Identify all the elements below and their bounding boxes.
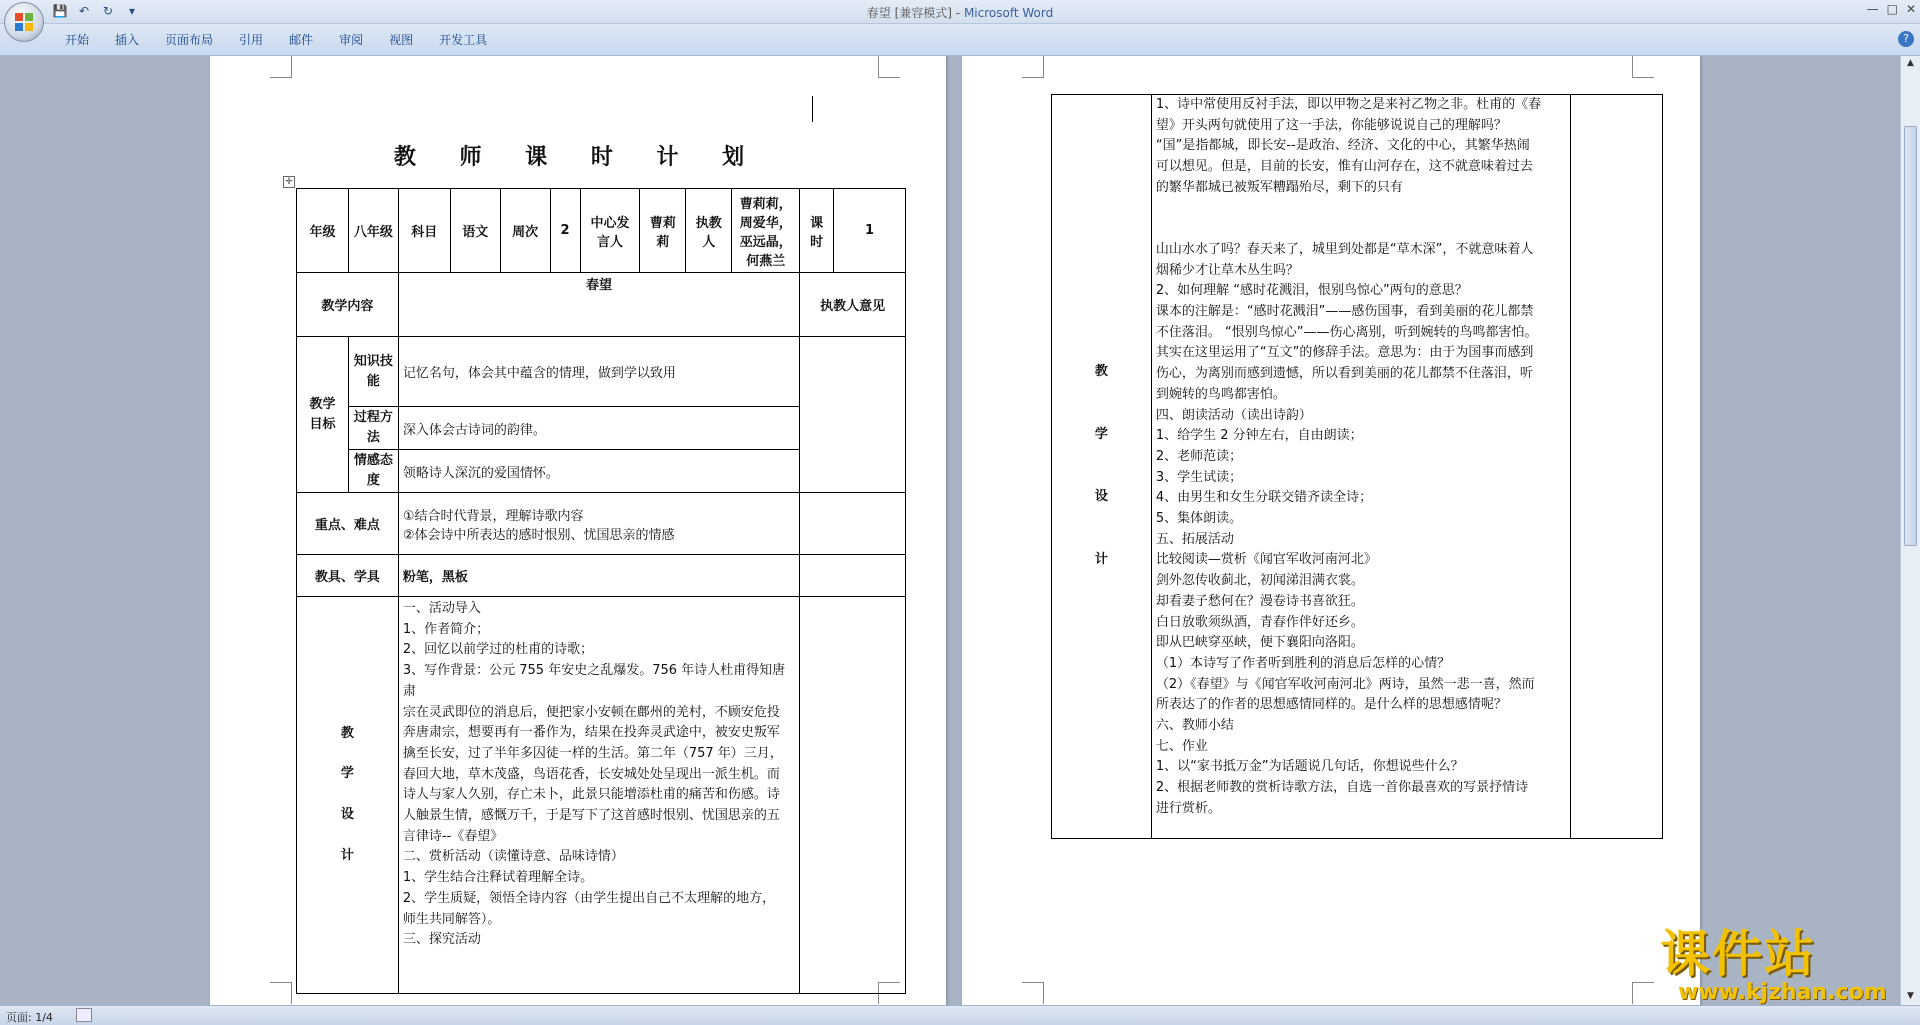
- design-label-char: 设: [340, 807, 354, 823]
- spacer: [301, 826, 394, 846]
- design-line: 进行赏析。: [1155, 800, 1221, 816]
- design-line: 不住落泪。 “恨别鸟惊心”——伤心离别，听到婉转的鸟鸣都害怕。: [1155, 324, 1538, 340]
- goal-label: 过程方法: [348, 407, 398, 450]
- goal-text: 领略诗人深沉的爱国情怀。: [398, 450, 799, 493]
- key-points-row: [297, 493, 906, 555]
- margin-corner-mark: [1022, 982, 1044, 1004]
- design-line: 1、作者简介；: [402, 621, 490, 637]
- speaker-value: 曹莉莉: [640, 189, 686, 273]
- goal-label: 知识技能: [348, 337, 398, 407]
- design-line: 2、根据老师教的赏析诗歌方法，自选一首你最喜欢的写景抒情诗: [1155, 780, 1529, 796]
- design-line: 烟稀少才让草木丛生吗？: [1155, 262, 1299, 278]
- redo-icon[interactable]: ↻: [102, 4, 114, 18]
- title-separator: -: [951, 6, 964, 20]
- design-line: 所表达了的作者的思想感情同样的。是什么样的思想感情呢？: [1155, 697, 1507, 713]
- goal-label: 情感态度: [348, 450, 398, 493]
- vertical-scrollbar[interactable]: [1900, 56, 1920, 1005]
- close-icon[interactable]: ✕: [1905, 2, 1916, 16]
- scroll-up-icon[interactable]: ▲: [1907, 58, 1914, 68]
- design-label-char: 学: [340, 766, 354, 782]
- watermark-url: www.kjzhan.com: [1678, 980, 1887, 1005]
- document-page-1[interactable]: [210, 56, 946, 1006]
- margin-corner-mark: [1632, 982, 1654, 1004]
- spacer: [301, 785, 394, 805]
- design-line: 2、老师范读；: [1155, 448, 1243, 464]
- key-point-line: ②体会诗中所表达的感时恨别、忧国思亲的情感: [402, 527, 675, 543]
- save-icon[interactable]: 💾: [52, 4, 68, 18]
- design-line: 5、集体朗读。: [1155, 511, 1243, 527]
- design-line: 山山水水了吗？春天来了，城里到处都是“草木深”，不就意味着人: [1155, 241, 1534, 257]
- period-value: 1: [834, 189, 906, 273]
- customize-toolbar-icon[interactable]: ▾: [128, 4, 136, 18]
- ribbon: [0, 24, 1920, 56]
- week-value: 2: [550, 189, 580, 273]
- design-line: 1、以“家书抵万金”为话题说几句话，你想说些什么？: [1155, 759, 1464, 775]
- design-line: 言律诗--《春望》: [402, 828, 504, 844]
- window-title: [0, 4, 1920, 21]
- status-bar: [0, 1005, 1920, 1025]
- design-row: [297, 597, 906, 994]
- design-line: 的繁华都城已被叛军糟蹋殆尽，剩下的只有: [1155, 179, 1403, 195]
- scrollbar-thumb[interactable]: [1904, 126, 1917, 546]
- design-line: 七、作业: [1155, 738, 1208, 754]
- margin-corner-mark: [270, 56, 292, 78]
- scroll-down-icon[interactable]: ▼: [1907, 991, 1914, 1001]
- design-opinion-cell: [800, 597, 906, 994]
- watermark-logo: [1660, 925, 1900, 1005]
- design-line: 1、学生结合注释试着理解全诗。: [402, 870, 594, 886]
- design-line: 3、写作背景：公元 755 年安史之乱爆发。756 年诗人杜甫得知唐肃: [402, 663, 786, 699]
- design-line: 人触景生情，感慨万千，于是写下了这首感时恨别、忧国思亲的五: [402, 808, 780, 824]
- design-line: 2、学生质疑，领悟全诗内容（由学生提出自己不太理解的地方，: [402, 890, 776, 906]
- design-label-char: 教: [340, 725, 354, 741]
- design-line: 伤心，为离别而感到遗憾，所以看到美丽的花儿都禁不住落泪，听: [1155, 366, 1533, 382]
- design-line: 宗在灵武即位的消息后，便把家小安顿在鄜州的羌村，不顾安危投: [402, 704, 780, 720]
- design-opinion-cell: [1571, 95, 1663, 839]
- subject-label: 科目: [398, 189, 450, 273]
- tab-mailings[interactable]: 邮件: [289, 33, 314, 47]
- spacer: [1056, 508, 1147, 550]
- design-line: [403, 951, 795, 972]
- key-opinion-cell: [800, 493, 906, 555]
- margin-corner-mark: [270, 982, 292, 1004]
- design-line: 望》开头两句就使用了这一手法，你能够说说自己的理解吗？: [1155, 117, 1507, 133]
- design-line: （1）本诗写了作者听到胜利的消息后怎样的心情？: [1155, 655, 1451, 671]
- design-line: 3、学生试读；: [1155, 469, 1243, 485]
- key-points-label: 重点、难点: [297, 493, 399, 555]
- spacer: [1156, 820, 1566, 834]
- goal-opinion-cell: [800, 337, 906, 493]
- speaker-label: 中心发言人: [580, 189, 640, 273]
- period-label: 课时: [800, 189, 834, 273]
- goals-label: 教学目标: [297, 337, 349, 493]
- design-label-char: 学: [1094, 426, 1108, 442]
- design-label-char: 计: [1094, 551, 1108, 567]
- tools-value: 粉笔，黑板: [398, 555, 799, 597]
- spacer: [1056, 383, 1147, 425]
- design-line: 却看妻子愁何在？漫卷诗书喜欲狂。: [1155, 593, 1364, 609]
- document-area[interactable]: [0, 56, 1900, 1006]
- design-line: 比较阅读—赏析《闻官军收河南河北》: [1155, 552, 1377, 568]
- office-logo-icon: [14, 12, 34, 32]
- spacer: [301, 744, 394, 764]
- help-icon[interactable]: ?: [1898, 31, 1914, 47]
- design-line: 师生共同解答）。: [402, 911, 501, 927]
- document-page-2[interactable]: [962, 56, 1700, 1006]
- design-label-char: 设: [1094, 489, 1108, 505]
- content-row: [297, 273, 906, 337]
- minimize-icon[interactable]: —: [1866, 2, 1879, 16]
- design-line: 奔唐肃宗，想要再有一番作为，结果在投奔灵武途中，被安史叛军: [402, 725, 780, 741]
- design-line: 六、教师小结: [1155, 718, 1234, 734]
- table-move-handle-icon[interactable]: ✛: [283, 176, 295, 188]
- design-line: 擒至长安，过了半年多囚徒一样的生活。第二年（757 年）三月，: [402, 745, 783, 761]
- design-label-char: 教: [1094, 363, 1108, 379]
- design-line: 其实在这里运用了“互文”的修辞手法。意思为：由于为国事而感到: [1155, 345, 1534, 361]
- window-controls: [1867, 2, 1916, 16]
- tools-label: 教具、学具: [297, 555, 399, 597]
- tab-references[interactable]: 引用: [239, 33, 264, 47]
- teacher-opinion-label: 执教人意见: [800, 273, 906, 337]
- text-cursor: [812, 96, 813, 122]
- document-name: 春望 [兼容模式]: [866, 6, 952, 20]
- maximize-icon[interactable]: □: [1886, 2, 1898, 16]
- design-line: 到婉转的鸟鸣都害怕。: [1155, 386, 1286, 402]
- key-points-cell: [398, 493, 799, 555]
- tab-developer[interactable]: 开发工具: [439, 33, 488, 47]
- tools-row: [297, 555, 906, 597]
- design-line: 一、活动导入: [402, 601, 481, 616]
- design-line: 白日放歌须纵酒，青春作伴好还乡。: [1155, 614, 1364, 630]
- office-button[interactable]: [4, 2, 44, 42]
- page-indicator[interactable]: 页面: 1/4: [6, 1011, 53, 1024]
- design-line: 五、拓展活动: [1155, 531, 1234, 547]
- goal-text: 深入体会古诗词的韵律。: [398, 407, 799, 450]
- design-label: [297, 597, 399, 994]
- design-line: 即从巴峡穿巫峡，便下襄阳向洛阳。: [1155, 635, 1364, 651]
- ribbon-tabs: [52, 30, 500, 50]
- design-content-page2: [1151, 95, 1570, 839]
- tab-view[interactable]: 视图: [389, 33, 414, 47]
- design-row: [1052, 95, 1663, 839]
- tab-insert[interactable]: 插入: [115, 33, 140, 47]
- tab-home[interactable]: 开始: [65, 33, 90, 47]
- header-row: [297, 189, 906, 273]
- design-line: 2、如何理解 “感时花溅泪，恨别鸟惊心”两句的意思？: [1155, 283, 1468, 299]
- content-label: 教学内容: [297, 273, 399, 337]
- tools-opinion-cell: [800, 555, 906, 597]
- margin-corner-mark: [1632, 56, 1654, 78]
- design-line: [403, 972, 795, 993]
- design-line: 四、朗读活动（读出诗韵）: [1155, 407, 1312, 423]
- design-line: [1156, 219, 1566, 240]
- design-line: 二、赏析活动（读懂诗意、品味诗情）: [402, 849, 624, 865]
- app-name: Microsoft Word: [963, 6, 1054, 20]
- grade-value: 八年级: [348, 189, 398, 273]
- design-label-char: 计: [340, 847, 354, 863]
- key-point-line: ①结合时代背景，理解诗歌内容: [402, 508, 584, 524]
- margin-corner-mark: [1022, 56, 1044, 78]
- design-line: 春回大地，草木茂盛，鸟语花香，长安城处处呈现出一派生机。而: [402, 766, 780, 782]
- undo-icon[interactable]: ↶: [78, 4, 90, 18]
- spacer: [1056, 445, 1147, 487]
- design-line: 4、由男生和女生分联交错齐读全诗；: [1155, 490, 1373, 506]
- tab-page-layout[interactable]: 页面布局: [165, 33, 214, 47]
- design-line: 可以想见。但是，目前的长安，惟有山河存在，这不就意味着过去: [1155, 159, 1533, 175]
- teachers-value: 曹莉莉，周爱华，巫远晶，何燕兰: [732, 189, 800, 273]
- design-line: （2）《春望》与《闻官军收河南河北》两诗，虽然一悲一喜，然而: [1155, 676, 1535, 692]
- goal-row: [297, 337, 906, 407]
- week-label: 周次: [500, 189, 550, 273]
- design-line: 三、探究活动: [402, 932, 481, 948]
- lesson-plan-table: [296, 188, 906, 994]
- design-line: 1、诗中常使用反衬手法，即以甲物之是来衬乙物之非。杜甫的《春: [1155, 97, 1542, 112]
- watermark-brand: 课件站: [1660, 925, 1816, 983]
- quick-access-toolbar: [50, 2, 142, 20]
- teachers-label: 执教人: [686, 189, 732, 273]
- design-line: 2、回忆以前学过的杜甫的诗歌；: [402, 642, 594, 658]
- design-line: [1156, 199, 1566, 220]
- design-line: 诗人与家人久别，存亡未卜，此景只能增添杜甫的痛苦和伤感。诗: [402, 787, 780, 803]
- design-line: 1、给学生 2 分钟左右，自由朗读；: [1155, 428, 1363, 444]
- tab-review[interactable]: 审阅: [339, 33, 364, 47]
- content-value: 春望: [398, 273, 799, 337]
- design-content-page1: [398, 597, 799, 994]
- document-title: 教 师 课 时 计 划: [393, 144, 763, 170]
- design-label: [1052, 95, 1152, 839]
- goal-text: 记忆名句，体会其中蕴含的情理，做到学以致用: [398, 337, 799, 407]
- title-bar: [0, 0, 1920, 24]
- margin-corner-mark: [878, 56, 900, 78]
- design-line: 剑外忽传收蓟北，初闻涕泪满衣裳。: [1155, 573, 1364, 589]
- lesson-plan-table-continued: [1051, 94, 1663, 839]
- subject-value: 语文: [450, 189, 500, 273]
- design-line: “国”是指都城，即长安--是政治、经济、文化的中心，其繁华热闹: [1155, 138, 1530, 154]
- grade-label: 年级: [297, 189, 349, 273]
- design-line: 课本的注解是：“感时花溅泪”——感伤国事，看到美丽的花儿都禁: [1155, 304, 1534, 319]
- proofing-icon[interactable]: [76, 1008, 92, 1022]
